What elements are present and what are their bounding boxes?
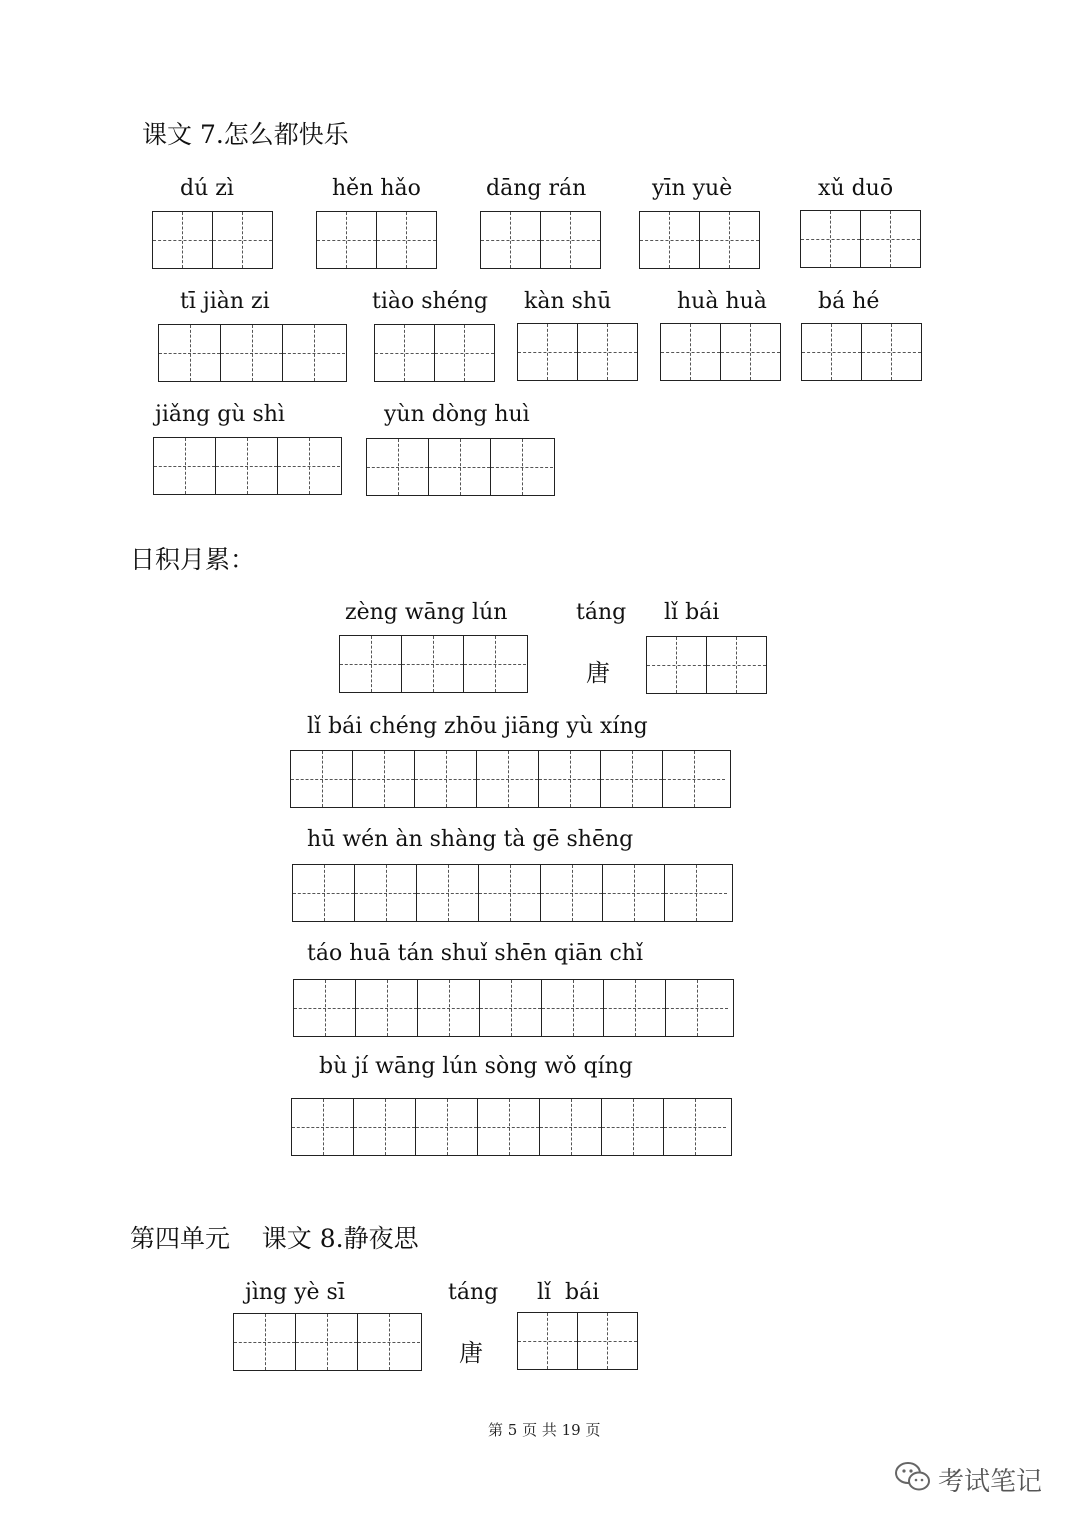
writing-grid-dangran[interactable]	[480, 211, 601, 269]
pinyin-tiaosheng: tiào shéng	[372, 289, 488, 314]
poem-title-pinyin: zèng wāng lún	[345, 600, 508, 625]
lesson8-title: 第四单元 课文 8.静夜思	[130, 1224, 419, 1253]
accumulation-title: 日积月累：	[130, 545, 256, 574]
wechat-icon	[893, 1460, 933, 1494]
poem-line-4-pinyin: bù jí wāng lún sòng wǒ qíng	[319, 1054, 633, 1079]
writing-grid-jianggushi[interactable]	[153, 437, 342, 495]
pinyin-duzi: dú zì	[180, 176, 234, 201]
writing-grid-author[interactable]	[646, 636, 767, 694]
pinyin-yinyue: yīn yuè	[652, 176, 733, 201]
pinyin-huahua: huà huà	[677, 289, 767, 314]
lesson8-dynasty-pinyin: táng	[448, 1280, 499, 1305]
writing-grid-tijianzi[interactable]	[158, 324, 347, 382]
pinyin-kanshu: kàn shū	[524, 289, 612, 314]
writing-grid-line-3[interactable]	[293, 979, 734, 1037]
writing-grid-poem-title[interactable]	[339, 635, 528, 693]
dynasty-pinyin: táng	[576, 600, 627, 625]
pinyin-yundonghui: yùn dòng huì	[384, 402, 530, 427]
writing-grid-line-2[interactable]	[292, 864, 733, 922]
dynasty-character: 唐	[586, 659, 610, 687]
writing-grid-line-1[interactable]	[290, 750, 731, 808]
lesson8-dynasty-character: 唐	[459, 1339, 483, 1367]
writing-grid-tiaosheng[interactable]	[374, 324, 495, 382]
writing-grid-bahe[interactable]	[801, 323, 922, 381]
writing-grid-yinyue[interactable]	[639, 211, 760, 269]
watermark-text: 考试笔记	[938, 1467, 1043, 1497]
writing-grid-lesson8-author[interactable]	[517, 1312, 638, 1370]
pinyin-jianggushi: jiǎng gù shì	[155, 402, 285, 427]
writing-grid-line-4[interactable]	[291, 1098, 732, 1156]
writing-grid-duzi[interactable]	[152, 211, 273, 269]
poem-line-3-pinyin: táo huā tán shuǐ shēn qiān chǐ	[307, 941, 643, 966]
poem-line-2-pinyin: hū wén àn shàng tà gē shēng	[307, 827, 634, 852]
pinyin-dangran: dāng rán	[486, 176, 587, 201]
page-number: 第 5 页 共 19 页	[488, 1421, 601, 1439]
lesson8-poem-title-pinyin: jìng yè sī	[245, 1280, 345, 1305]
pinyin-tijianzi: tī jiàn zi	[180, 289, 270, 314]
pinyin-henhao: hěn hǎo	[332, 176, 421, 201]
lesson7-title: 课文 7.怎么都快乐	[142, 120, 349, 149]
lesson8-author-pinyin: lǐ bái	[537, 1280, 600, 1305]
writing-grid-kanshu[interactable]	[517, 323, 638, 381]
poem-line-1-pinyin: lǐ bái chéng zhōu jiāng yù xíng	[307, 714, 648, 739]
writing-grid-yundonghui[interactable]	[366, 438, 555, 496]
pinyin-bahe: bá hé	[818, 289, 880, 314]
pinyin-xuduo: xǔ duō	[818, 176, 894, 201]
writing-grid-lesson8-title[interactable]	[233, 1313, 422, 1371]
writing-grid-henhao[interactable]	[316, 211, 437, 269]
author-pinyin: lǐ bái	[664, 600, 720, 625]
writing-grid-xuduo[interactable]	[800, 210, 921, 268]
writing-grid-huahua[interactable]	[660, 323, 781, 381]
